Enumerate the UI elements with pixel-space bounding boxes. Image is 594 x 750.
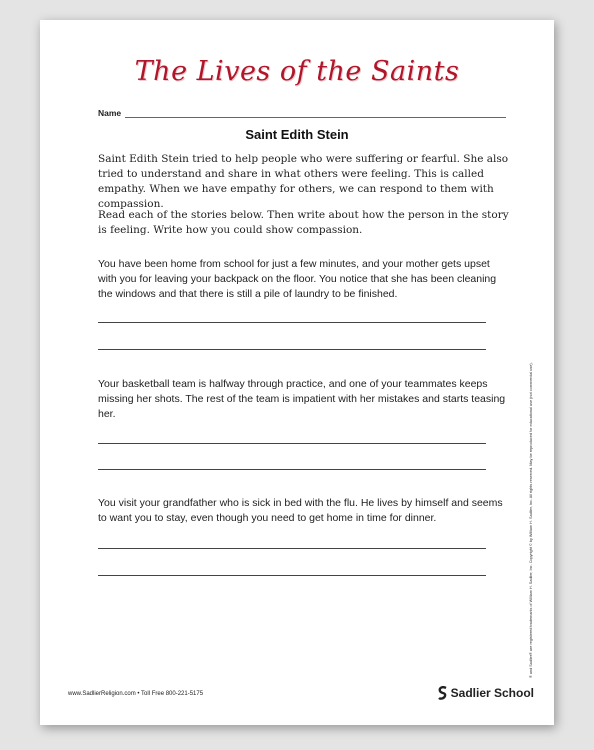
story-2: Your basketball team is halfway through practice, and one of your teammates keeps missing her shots. The rest of the team is impatient with her mistakes and starts teasing her. — [98, 378, 506, 420]
worksheet-title: The Lives of the Saints — [134, 56, 460, 87]
story-1: You have been home from school for just a few minutes, and your mother gets upset with you for leaving your backpack on the floor. You notice that she has been cleaning the windows and that there is still a pile of laundry to be finished. — [98, 258, 497, 300]
footer-brand — [438, 686, 534, 700]
brand-name: Sadlier School — [450, 686, 534, 700]
footer-contact: www.SadlierReligion.com • Toll Free 800-221-5175 — [68, 691, 204, 697]
instructions-paragraph: Read each of the stories below. Then write about how the person in the story is feeling. Write how you could show compassion. — [98, 209, 509, 236]
answer-line — [98, 322, 486, 323]
page-heading: Saint Edith Stein — [245, 127, 349, 142]
intro-paragraph: Saint Edith Stein tried to help people who were suffering or fearful. She also tried to understand and share in what others were feeling. This is called empathy. When we have empathy for others, we can respond to them with compassion. — [98, 153, 509, 210]
name-label: Name — [98, 108, 122, 118]
sadlier-logo-icon — [438, 686, 447, 700]
answer-line — [98, 548, 486, 549]
answer-line — [98, 469, 486, 470]
story-3: You visit your grandfather who is sick in bed with the flu. He lives by himself and seems to want you to stay, even though you need to get home in time for dinner. — [98, 497, 503, 524]
answer-line — [98, 575, 486, 576]
answer-line — [98, 349, 486, 350]
answer-line — [98, 443, 486, 444]
name-field — [98, 108, 506, 118]
copyright-notice: ® and Sadlier® are registered trademarks of William H. Sadlier, Inc. Copyright © by William H. Sadlier, Inc. All rights reserved. May be reproduced for educational use (not commercial use). — [529, 362, 533, 678]
worksheet-page — [40, 20, 554, 725]
name-write-line — [125, 108, 506, 118]
